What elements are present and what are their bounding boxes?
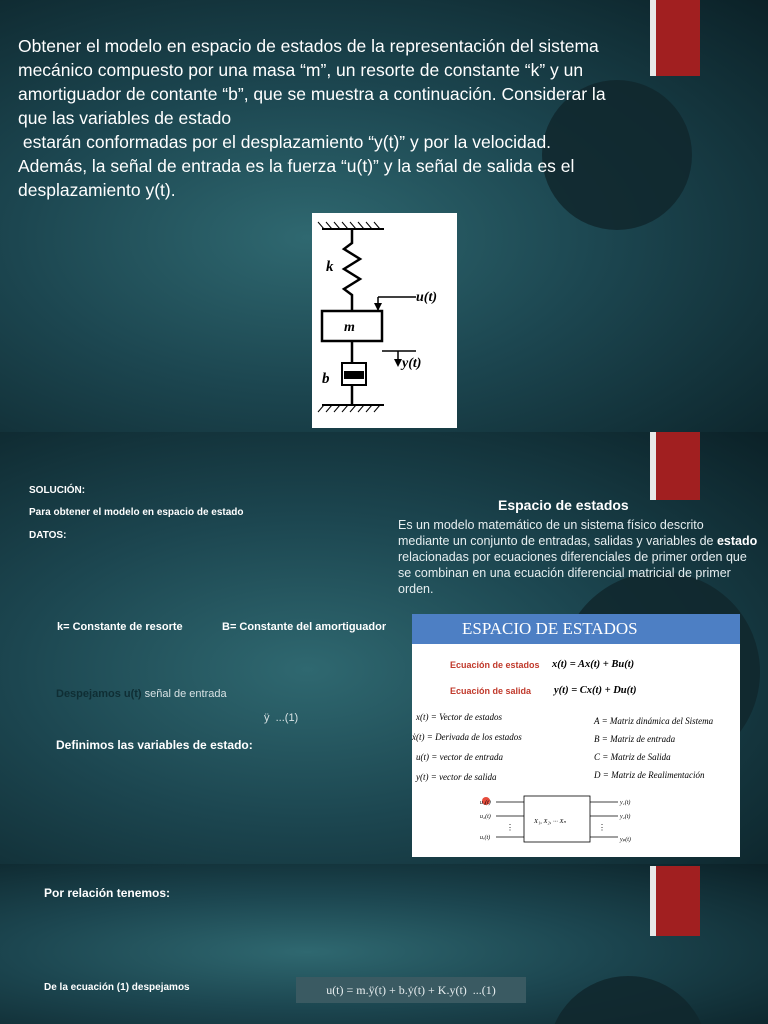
k-definition: k= Constante de resorte <box>57 621 183 633</box>
block-input: uᵣ(t) <box>480 835 491 841</box>
right-def: D = Matriz de Realimentación <box>594 770 705 780</box>
state-space-panel <box>412 614 740 857</box>
block-center: X₁, X₂, ··· Xₙ <box>534 818 567 825</box>
despejamos-rest: señal de entrada <box>141 688 227 700</box>
de-la-ecuacion-text: De la ecuación (1) despejamos <box>44 982 190 993</box>
desc-part: relacionadas por ecuaciones diferenciales de primer orden que se combinan en una ecuación diferencial matricial de primer orden. <box>398 550 747 596</box>
definimos-heading: Definimos las variables de estado: <box>56 738 253 752</box>
mass-label: m <box>344 320 355 335</box>
accent-bar <box>656 866 700 936</box>
por-relacion-heading: Por relación tenemos: <box>44 886 171 900</box>
decorative-circle <box>548 976 708 1024</box>
equation-box: u(t) = m.ÿ(t) + b.ẏ(t) + K.y(t) ...(1) <box>296 977 526 1003</box>
left-def: x(t) = Vector de estados <box>416 712 503 722</box>
block-input: u₁(t) <box>480 800 491 806</box>
svg-text:⋮: ⋮ <box>506 823 514 832</box>
right-def: C = Matriz de Salida <box>594 752 671 762</box>
intro-line: Obtener el modelo en espacio de estados de la representación del sistema <box>18 36 599 56</box>
block-output: yₚ(t) <box>620 837 631 843</box>
block-output: y₁(t) <box>620 800 631 806</box>
problem-statement <box>18 34 678 202</box>
ec-estados: x(t) = Ax(t) + Bu(t) <box>552 659 635 670</box>
datos-heading: DATOS: <box>29 530 67 541</box>
ec-estados-label: Ecuación de estados <box>450 660 540 670</box>
intro-line: Además, la señal de entrada es la fuerza “u(t)” y la señal de salida es el <box>18 156 575 176</box>
right-def: B = Matriz de entrada <box>594 734 676 744</box>
input-label: u(t) <box>416 290 437 305</box>
left-def: y(t) = vector de salida <box>416 772 497 782</box>
right-def: A = Matriz dinámica del Sistema <box>594 716 714 726</box>
panel-header: ESPACIO DE ESTADOS <box>412 614 740 644</box>
desc-part: Es un modelo matemático de un sistema físico descrito mediante un conjunto de entradas, salidas y variables de <box>398 518 717 548</box>
slide-1 <box>0 0 768 432</box>
ec-salida: y(t) = Cx(t) + Du(t) <box>554 685 637 696</box>
para-obtener-text: Para obtener el modelo en espacio de estado <box>29 507 244 518</box>
block-input: u₂(t) <box>480 814 491 820</box>
output-label: y(t) <box>402 356 422 371</box>
left-def: ẋ(t) = Derivada de los estados <box>412 732 522 742</box>
despejamos-line <box>56 688 227 700</box>
equation-ref: ÿ ...(1) <box>264 712 299 724</box>
spring-label: k <box>326 259 334 275</box>
desc-bold: estado <box>716 534 758 548</box>
diagram-svg <box>312 213 457 428</box>
block-output: y₂(t) <box>620 814 631 820</box>
spring-shape <box>344 229 360 311</box>
intro-line: que las variables de estado <box>18 108 232 128</box>
espacio-estados-description <box>398 517 758 597</box>
left-def: u(t) = vector de entrada <box>416 752 504 762</box>
espacio-estados-title: Espacio de estados <box>498 497 629 513</box>
svg-text:⋮: ⋮ <box>598 823 606 832</box>
intro-line: desplazamiento y(t). <box>18 180 176 200</box>
intro-line: amortiguador de contante “b”, que se muestra a continuación. Considerar la <box>18 84 606 104</box>
mass-spring-damper-diagram <box>312 213 457 428</box>
despejamos-bold: Despejamos u(t) <box>56 688 142 700</box>
solucion-heading: SOLUCIÓN: <box>29 485 86 496</box>
damper-label: b <box>322 371 330 387</box>
block-diagram <box>472 792 672 854</box>
accent-bar <box>656 432 700 500</box>
b-definition: B= Constante del amortiguador <box>222 621 387 633</box>
intro-line: mecánico compuesto por una masa “m”, un resorte de constante “k” y un <box>18 60 584 80</box>
intro-line: estarán conformadas por el desplazamiento “y(t)” y por la velocidad. <box>18 132 552 152</box>
ec-salida-label: Ecuación de salida <box>450 686 532 696</box>
